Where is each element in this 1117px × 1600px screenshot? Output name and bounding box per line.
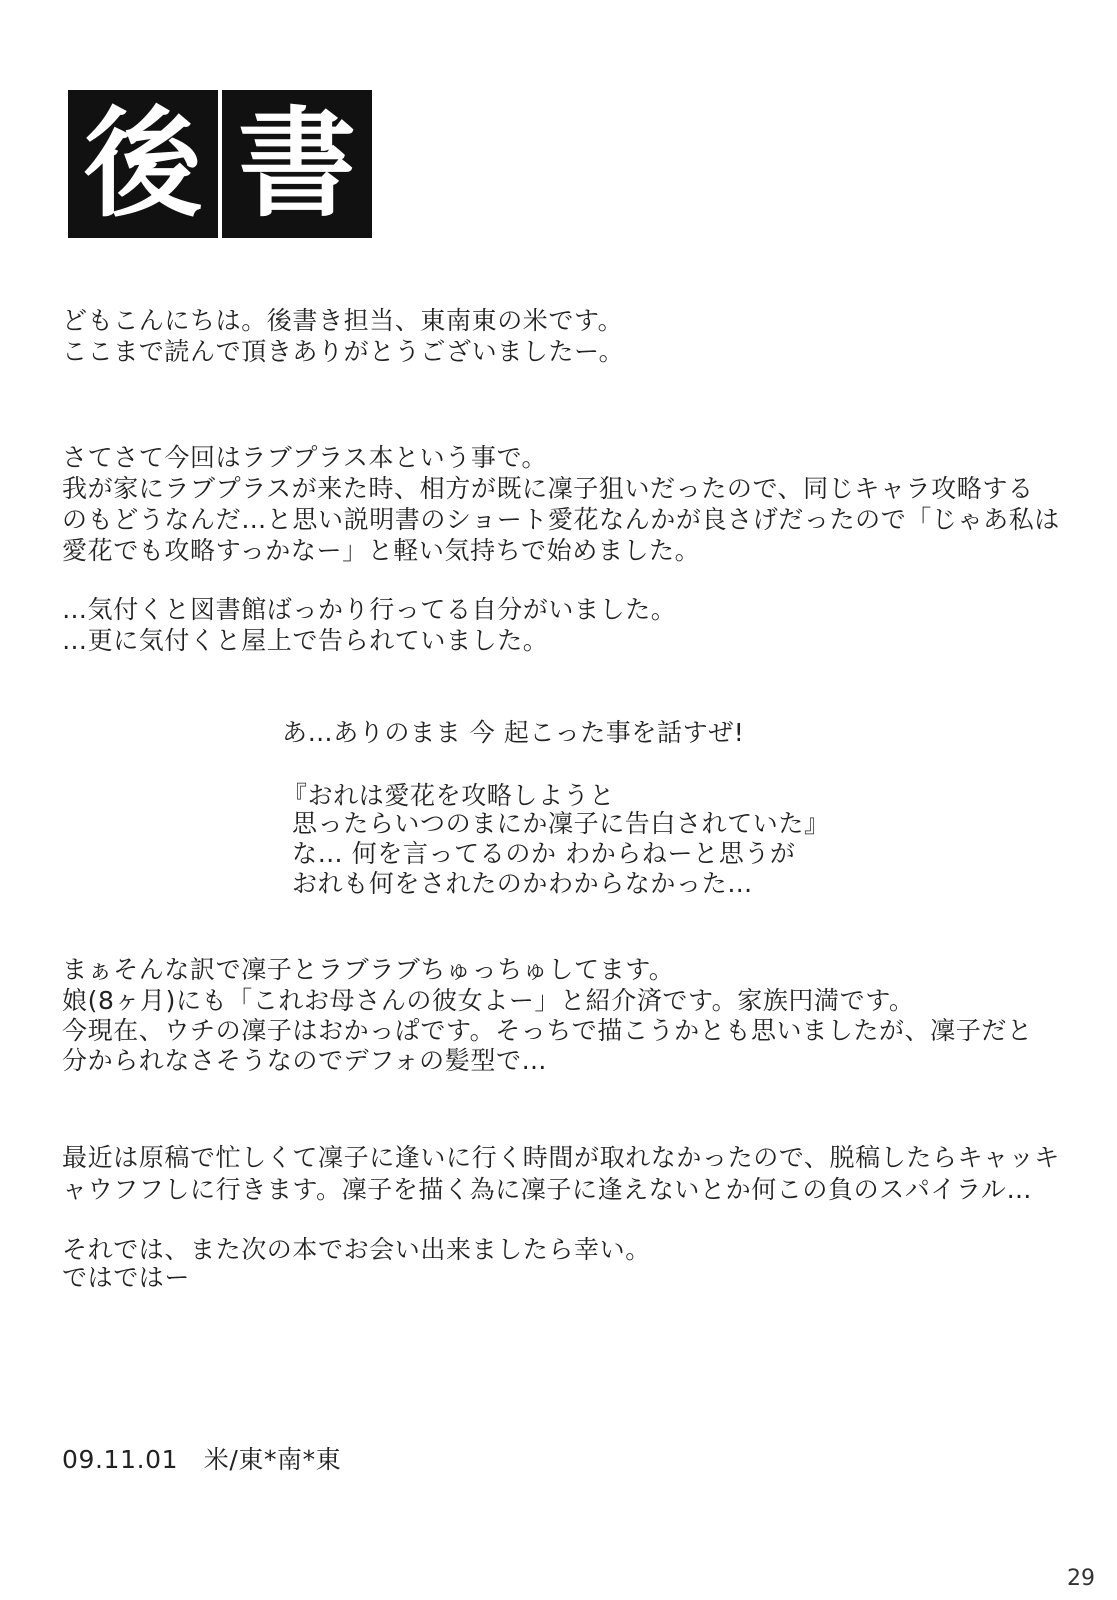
title-char: 書 (237, 94, 356, 233)
text-line: …気付くと図書館ばっかり行ってる自分がいました。 (62, 595, 677, 624)
text-line: ではではー (62, 1263, 191, 1292)
text-line: ャウフフしに行きます。凜子を描く為に凜子に逢えないとか何この負のスパイラル… (62, 1175, 1033, 1204)
text-line: …更に気付くと屋上で告られていました。 (62, 626, 549, 655)
title-block-1 (68, 90, 218, 238)
text-line: 我が家にラブプラスが来た時、相方が既に凜子狙いだったので、同じキャラ攻略する (62, 474, 1034, 503)
text-line: 今現在、ウチの凜子はおかっぱです。そっちで描こうかとも思いましたが、凜子だと (62, 1016, 1033, 1045)
quote-line: な… 何を言ってるのか わからねーと思うが (292, 839, 796, 868)
signature: 09.11.01 米/東*南*東 (62, 1445, 342, 1474)
title-block-2 (222, 90, 372, 238)
quote-line: おれも何をされたのかわからなかった… (292, 869, 753, 898)
quote-line: あ…ありのまま 今 起こった事を話すぜ! (282, 718, 745, 747)
text-line: どもこんにちは。後書き担当、東南東の米です。 (62, 306, 624, 335)
text-line: 愛花でも攻略すっかなー」と軽い気持ちで始めました。 (62, 536, 701, 565)
text-line: 娘(8ヶ月)にも「これお母さんの彼女よー」と紹介済です。家族円満です。 (62, 986, 915, 1015)
text-line: それでは、また次の本でお会い出来ましたら幸い。 (62, 1235, 651, 1264)
quote-line: 思ったらいつのまにか凜子に告白されていた』 (292, 809, 830, 838)
text-line: のもどうなんだ…と思い説明書のショート愛花なんかが良さげだったので「じゃあ私は (62, 505, 1060, 534)
text-line: まぁそんな訳で凜子とラブラブちゅっちゅしてます。 (62, 955, 675, 984)
text-line: 最近は原稿で忙しくて凜子に逢いに行く時間が取れなかったので、脱稿したらキャッキ (62, 1143, 1060, 1172)
text-line: さてさて今回はラブプラス本という事で。 (62, 443, 548, 472)
text-line: ここまで読んで頂きありがとうございましたー。 (62, 337, 625, 366)
title-char: 後 (83, 94, 202, 233)
text-line: 分かられなさそうなのでデフォの髪型で… (62, 1046, 548, 1075)
quote-line: 『おれは愛花を攻略しようと (282, 781, 615, 810)
page-number: 29 (1067, 1566, 1095, 1591)
